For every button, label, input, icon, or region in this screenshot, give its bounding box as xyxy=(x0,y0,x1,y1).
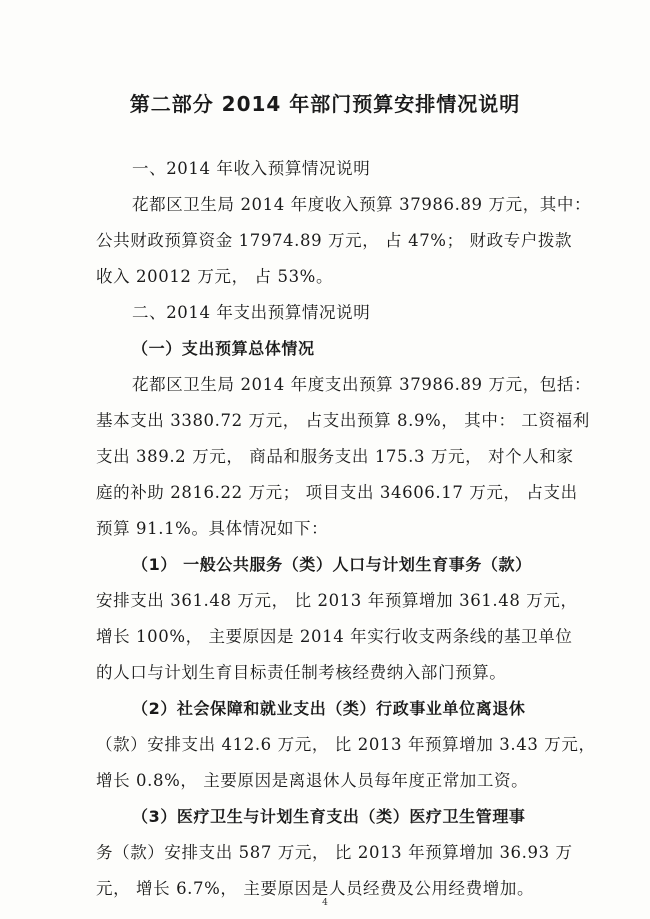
paragraph-line: 的人口与计划生育目标责任制考核经费纳入部门预算。 xyxy=(96,663,507,682)
section-heading-expenditure: 二、2014 年支出预算情况说明 xyxy=(132,303,371,322)
paragraph-line: 基本支出 3380.72 万元， 占支出预算 8.9%， 其中： 工资福利 xyxy=(96,411,590,430)
paragraph-line: 预算 91.1%。具体情况如下： xyxy=(96,519,329,538)
item-heading-3: （3）医疗卫生与计划生育支出（类）医疗卫生管理事 xyxy=(132,807,526,826)
page-number: 4 xyxy=(322,898,328,908)
paragraph-line: 安排支出 361.48 万元， 比 2013 年预算增加 361.48 万元， xyxy=(96,591,578,610)
paragraph-line: 增长 0.8%， 主要原因是离退休人员每年度正常加工资。 xyxy=(96,771,529,790)
paragraph-line: 增长 100%， 主要原因是 2014 年实行收支两条线的基卫单位 xyxy=(96,627,573,646)
paragraph-line: 庭的补助 2816.22 万元； 项目支出 34606.17 万元， 占支出 xyxy=(96,483,578,502)
item-heading-1: （1） 一般公共服务（类）人口与计划生育事务（款） xyxy=(132,555,532,574)
subsection-heading-overall: （一）支出预算总体情况 xyxy=(132,339,315,358)
paragraph-line: 花都区卫生局 2014 年度支出预算 37986.89 万元，包括： xyxy=(132,375,592,394)
paragraph-line: 公共财政预算资金 17974.89 万元， 占 47%； 财政专户拨款 xyxy=(96,231,573,250)
paragraph-line: 务（款）安排支出 587 万元， 比 2013 年预算增加 36.93 万 xyxy=(96,843,573,862)
paragraph-line: （款）安排支出 412.6 万元， 比 2013 年预算增加 3.43 万元， xyxy=(96,735,596,754)
document-title: 第二部分 2014 年部门预算安排情况说明 xyxy=(129,92,521,116)
paragraph-line: 花都区卫生局 2014 年度收入预算 37986.89 万元，其中： xyxy=(132,195,592,214)
item-heading-2: （2）社会保障和就业支出（类）行政事业单位离退休 xyxy=(132,699,526,718)
section-heading-income: 一、2014 年收入预算情况说明 xyxy=(132,159,371,178)
paragraph-line: 元， 增长 6.7%， 主要原因是人员经费及公用经费增加。 xyxy=(96,879,535,898)
paragraph-line: 收入 20012 万元， 占 53%。 xyxy=(96,267,334,286)
paragraph-line: 支出 389.2 万元， 商品和服务支出 175.3 万元， 对个人和家 xyxy=(96,447,574,466)
